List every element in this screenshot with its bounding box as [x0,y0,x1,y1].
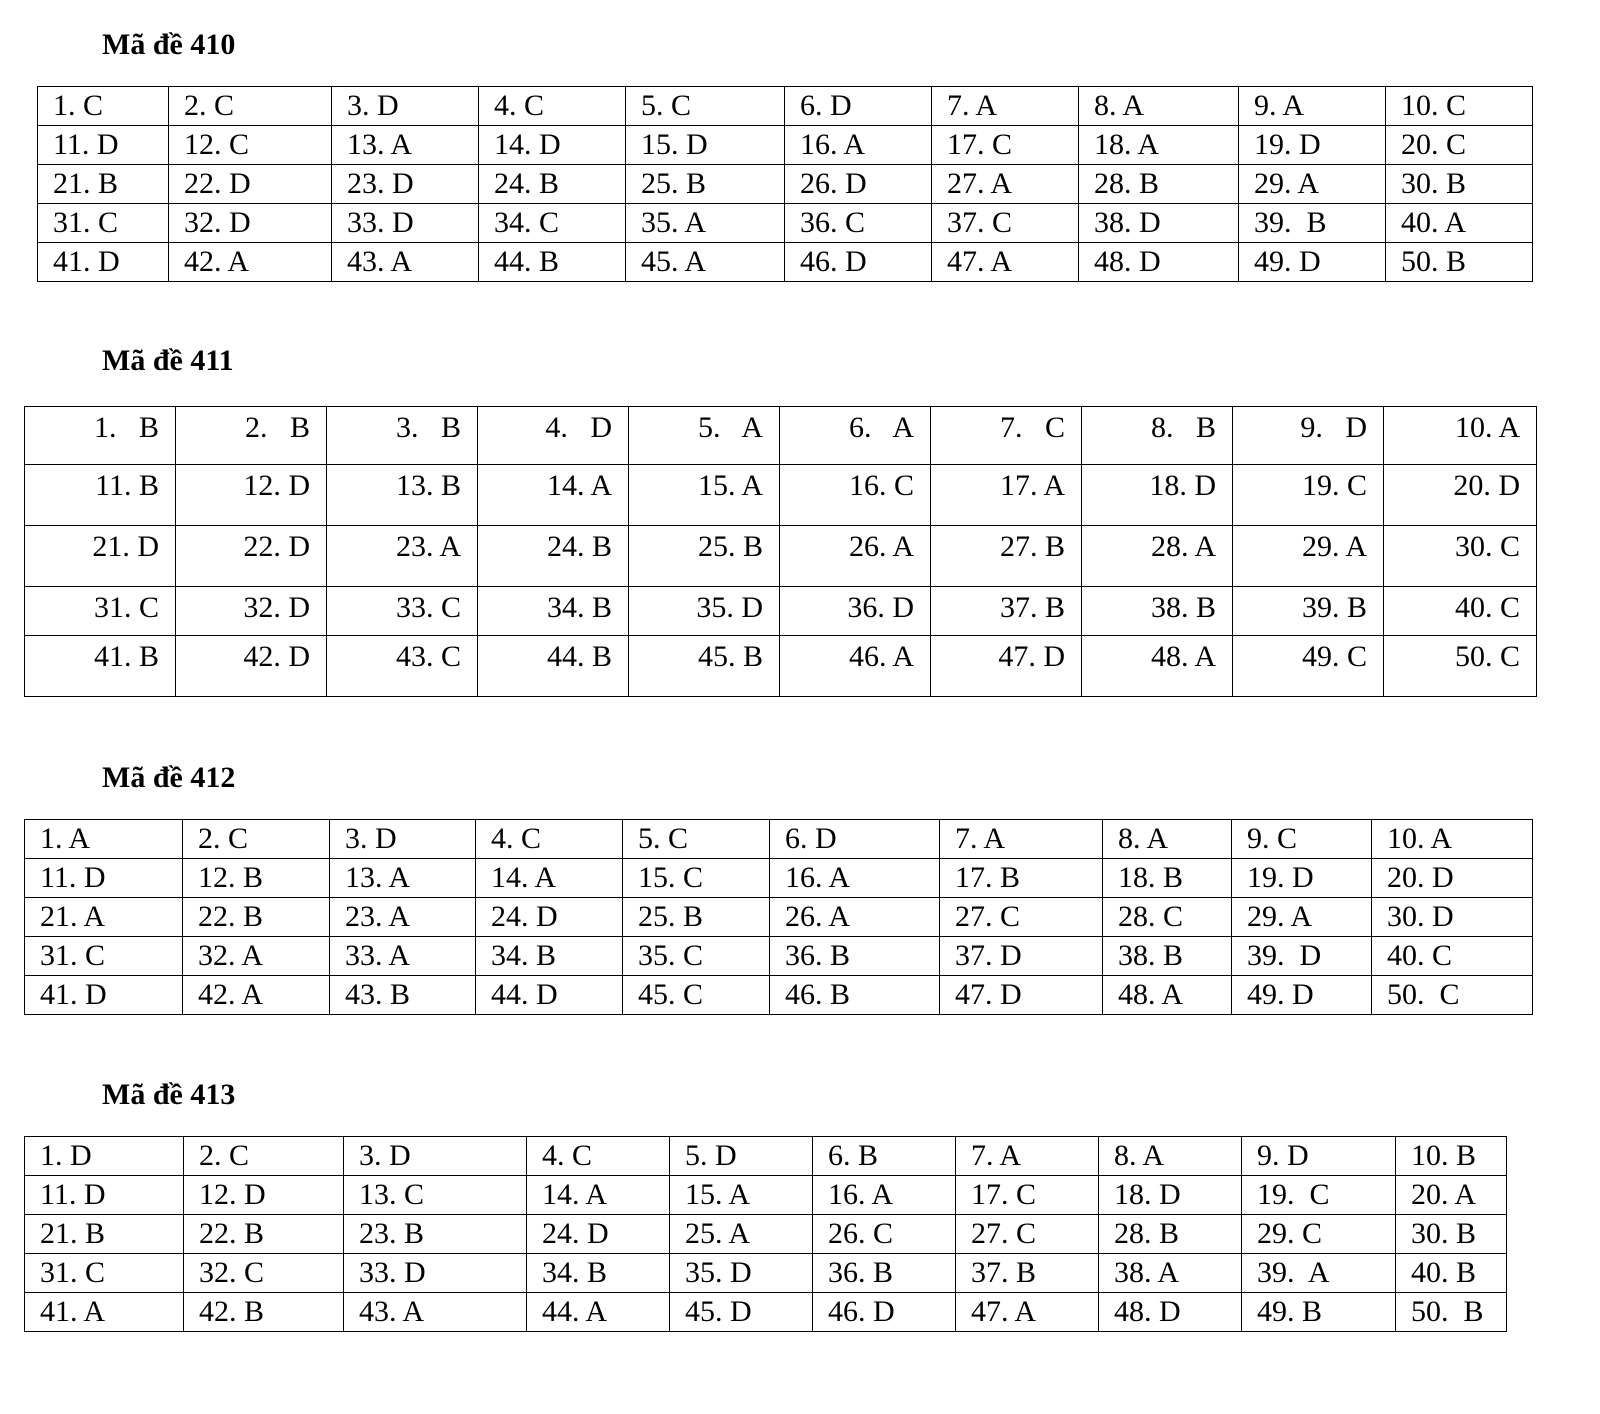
answer-cell: 11. D [25,1176,184,1215]
table-row [38,87,1533,126]
answer-cell: 28. B [1079,165,1239,204]
answer-cell: 17. C [956,1176,1099,1215]
answer-cell: 49. D [1239,243,1386,282]
answer-cell: 13. A [330,859,476,898]
answer-cell: 35. D [670,1254,813,1293]
answer-cell: 45. B [629,636,780,697]
answer-cell: 20. D [1384,465,1537,526]
answer-cell: 44. A [527,1293,670,1332]
answer-cell: 17. B [940,859,1103,898]
section-title-413: Mã đề 413 [102,1078,236,1111]
answer-cell: 48. A [1082,636,1233,697]
section-title-412: Mã đề 412 [102,761,236,794]
answer-cell: 45. C [623,976,770,1015]
answer-cell: 39. B [1233,587,1384,636]
answer-cell: 26. C [813,1215,956,1254]
answer-cell: 48. D [1079,243,1239,282]
answer-cell: 28. A [1082,526,1233,587]
answer-cell: 4. C [476,820,623,859]
answer-cell: 12. D [184,1176,344,1215]
answer-cell: 38. B [1082,587,1233,636]
answer-cell: 4. C [479,87,626,126]
answer-cell: 18. A [1079,126,1239,165]
answer-cell: 30. D [1372,898,1533,937]
answer-cell: 29. A [1239,165,1386,204]
answer-cell: 47. A [932,243,1079,282]
table-row [38,243,1533,282]
answer-cell: 5. C [626,87,785,126]
answer-cell: 10. B [1396,1137,1507,1176]
answer-cell: 38. D [1079,204,1239,243]
answer-cell: 41. D [25,976,183,1015]
answer-cell: 1. A [25,820,183,859]
answer-cell: 8. A [1099,1137,1242,1176]
answer-cell: 18. D [1082,465,1233,526]
answer-cell: 46. A [780,636,931,697]
answer-cell: 7. A [932,87,1079,126]
answer-cell: 14. A [478,465,629,526]
answer-cell: 34. B [476,937,623,976]
answer-cell: 47. A [956,1293,1099,1332]
answer-cell: 40. C [1372,937,1533,976]
table-row [25,937,1533,976]
answer-cell: 9. A [1239,87,1386,126]
answer-cell: 31. C [38,204,169,243]
answer-cell: 18. D [1099,1176,1242,1215]
table-row [25,898,1533,937]
answer-cell: 33. C [327,587,478,636]
answer-cell: 25. B [626,165,785,204]
answer-cell: 45. A [626,243,785,282]
answer-cell: 6. A [780,407,931,465]
answer-cell: 32. A [183,937,330,976]
answer-cell: 23. A [327,526,478,587]
answer-cell: 6. B [813,1137,956,1176]
answer-cell: 50. B [1396,1293,1507,1332]
table-row [38,165,1533,204]
answer-cell: 39. B [1239,204,1386,243]
answer-cell: 5. A [629,407,780,465]
answer-cell: 13. B [327,465,478,526]
answer-cell: 34. B [527,1254,670,1293]
answer-cell: 24. D [527,1215,670,1254]
answer-cell: 13. C [344,1176,527,1215]
answer-cell: 12. B [183,859,330,898]
answer-cell: 48. A [1103,976,1232,1015]
answer-cell: 32. D [169,204,332,243]
answer-cell: 28. C [1103,898,1232,937]
answer-cell: 20. C [1386,126,1533,165]
answer-cell: 47. D [931,636,1082,697]
answer-cell: 16. A [785,126,932,165]
answer-cell: 30. C [1384,526,1537,587]
table-row [25,636,1537,697]
answer-cell: 9. D [1233,407,1384,465]
answer-cell: 46. B [770,976,940,1015]
answer-cell: 20. A [1396,1176,1507,1215]
answer-cell: 31. C [25,937,183,976]
answer-cell: 33. D [344,1254,527,1293]
answer-cell: 35. D [629,587,780,636]
answer-cell: 9. D [1242,1137,1396,1176]
answer-cell: 45. D [670,1293,813,1332]
answer-cell: 3. D [344,1137,527,1176]
answer-cell: 36. B [813,1254,956,1293]
answer-cell: 15. A [670,1176,813,1215]
answer-cell: 22. D [176,526,327,587]
answer-cell: 25. B [623,898,770,937]
table-row [38,204,1533,243]
answer-cell: 23. D [332,165,479,204]
answer-cell: 26. A [780,526,931,587]
answer-cell: 37. B [931,587,1082,636]
answer-cell: 14. A [476,859,623,898]
answer-cell: 35. A [626,204,785,243]
answer-cell: 13. A [332,126,479,165]
answer-cell: 24. B [478,526,629,587]
table-row [25,976,1533,1015]
answer-cell: 21. B [25,1215,184,1254]
table-row [25,1254,1507,1293]
answer-cell: 19. C [1233,465,1384,526]
table-row [25,526,1537,587]
answer-cell: 22. D [169,165,332,204]
table-row [38,126,1533,165]
answer-cell: 24. D [476,898,623,937]
answer-cell: 6. D [770,820,940,859]
answer-cell: 9. C [1232,820,1372,859]
answer-cell: 28. B [1099,1215,1242,1254]
answer-cell: 46. D [813,1293,956,1332]
table-row [25,820,1533,859]
answer-cell: 36. B [770,937,940,976]
answer-cell: 27. A [932,165,1079,204]
answer-cell: 25. B [629,526,780,587]
answer-cell: 8. A [1103,820,1232,859]
answer-cell: 42. A [169,243,332,282]
answer-cell: 6. D [785,87,932,126]
table-row [25,1215,1507,1254]
answer-table-411 [24,406,1537,697]
table-row [25,465,1537,526]
answer-cell: 1. C [38,87,169,126]
answer-cell: 23. B [344,1215,527,1254]
answer-cell: 37. B [956,1254,1099,1293]
answer-cell: 44. B [479,243,626,282]
answer-cell: 2. C [184,1137,344,1176]
answer-table-413 [24,1136,1507,1332]
table-row [25,1293,1507,1332]
answer-cell: 33. A [330,937,476,976]
answer-cell: 42. D [176,636,327,697]
answer-cell: 16. C [780,465,931,526]
answer-cell: 50. B [1386,243,1533,282]
answer-table-410 [37,86,1533,282]
answer-cell: 41. D [38,243,169,282]
answer-cell: 12. C [169,126,332,165]
answer-cell: 17. C [932,126,1079,165]
answer-cell: 15. D [626,126,785,165]
answer-cell: 5. C [623,820,770,859]
answer-cell: 21. A [25,898,183,937]
answer-cell: 40. A [1386,204,1533,243]
answer-cell: 11. B [25,465,176,526]
answer-cell: 29. A [1232,898,1372,937]
answer-cell: 8. A [1079,87,1239,126]
answer-cell: 39. A [1242,1254,1396,1293]
answer-cell: 11. D [38,126,169,165]
answer-cell: 30. B [1396,1215,1507,1254]
answer-cell: 29. A [1233,526,1384,587]
answer-cell: 32. C [184,1254,344,1293]
answer-cell: 34. C [479,204,626,243]
answer-cell: 26. D [785,165,932,204]
answer-cell: 50. C [1372,976,1533,1015]
answer-cell: 48. D [1099,1293,1242,1332]
answer-table-412 [24,819,1533,1015]
answer-cell: 32. D [176,587,327,636]
answer-cell: 15. A [629,465,780,526]
answer-cell: 10. A [1372,820,1533,859]
answer-cell: 50. C [1384,636,1537,697]
answer-cell: 33. D [332,204,479,243]
answer-cell: 3. D [332,87,479,126]
answer-cell: 19. D [1232,859,1372,898]
answer-cell: 4. D [478,407,629,465]
answer-cell: 41. A [25,1293,184,1332]
answer-cell: 14. D [479,126,626,165]
answer-cell: 14. A [527,1176,670,1215]
answer-cell: 7. A [956,1137,1099,1176]
answer-cell: 30. B [1386,165,1533,204]
answer-cell: 41. B [25,636,176,697]
answer-cell: 29. C [1242,1215,1396,1254]
answer-cell: 42. B [184,1293,344,1332]
answer-cell: 26. A [770,898,940,937]
answer-cell: 11. D [25,859,183,898]
answer-cell: 21. D [25,526,176,587]
answer-cell: 37. D [940,937,1103,976]
answer-cell: 43. A [344,1293,527,1332]
answer-cell: 40. B [1396,1254,1507,1293]
answer-cell: 44. D [476,976,623,1015]
answer-cell: 2. C [183,820,330,859]
answer-cell: 1. D [25,1137,184,1176]
answer-cell: 19. C [1242,1176,1396,1215]
answer-cell: 27. B [931,526,1082,587]
section-title-410: Mã đề 410 [102,28,236,61]
answer-cell: 49. C [1233,636,1384,697]
answer-cell: 42. A [183,976,330,1015]
answer-cell: 16. A [813,1176,956,1215]
answer-cell: 2. C [169,87,332,126]
answer-cell: 10. C [1386,87,1533,126]
answer-cell: 8. B [1082,407,1233,465]
answer-cell: 10. A [1384,407,1537,465]
answer-cell: 46. D [785,243,932,282]
answer-cell: 49. B [1242,1293,1396,1332]
table-row [25,587,1537,636]
answer-cell: 31. C [25,587,176,636]
answer-cell: 22. B [184,1215,344,1254]
answer-cell: 19. D [1239,126,1386,165]
answer-cell: 21. B [38,165,169,204]
answer-cell: 22. B [183,898,330,937]
section-title-411: Mã đề 411 [102,344,234,377]
answer-cell: 38. A [1099,1254,1242,1293]
answer-cell: 17. A [931,465,1082,526]
answer-cell: 40. C [1384,587,1537,636]
answer-cell: 5. D [670,1137,813,1176]
answer-cell: 27. C [956,1215,1099,1254]
answer-cell: 39. D [1232,937,1372,976]
answer-cell: 36. C [785,204,932,243]
table-row [25,1176,1507,1215]
answer-cell: 1. B [25,407,176,465]
table-row [25,1137,1507,1176]
answer-cell: 43. A [332,243,479,282]
answer-cell: 12. D [176,465,327,526]
answer-cell: 25. A [670,1215,813,1254]
answer-cell: 7. A [940,820,1103,859]
answer-cell: 20. D [1372,859,1533,898]
answer-cell: 43. C [327,636,478,697]
answer-cell: 27. C [940,898,1103,937]
answer-cell: 16. A [770,859,940,898]
answer-cell: 23. A [330,898,476,937]
answer-cell: 7. C [931,407,1082,465]
answer-cell: 35. C [623,937,770,976]
answer-cell: 31. C [25,1254,184,1293]
answer-cell: 43. B [330,976,476,1015]
answer-cell: 3. D [330,820,476,859]
answer-cell: 3. B [327,407,478,465]
answer-cell: 49. D [1232,976,1372,1015]
answer-cell: 4. C [527,1137,670,1176]
answer-cell: 34. B [478,587,629,636]
answer-cell: 15. C [623,859,770,898]
answer-cell: 38. B [1103,937,1232,976]
answer-cell: 2. B [176,407,327,465]
answer-cell: 47. D [940,976,1103,1015]
table-row [25,407,1537,465]
answer-cell: 18. B [1103,859,1232,898]
answer-cell: 24. B [479,165,626,204]
answer-cell: 36. D [780,587,931,636]
table-row [25,859,1533,898]
answer-cell: 37. C [932,204,1079,243]
answer-cell: 44. B [478,636,629,697]
